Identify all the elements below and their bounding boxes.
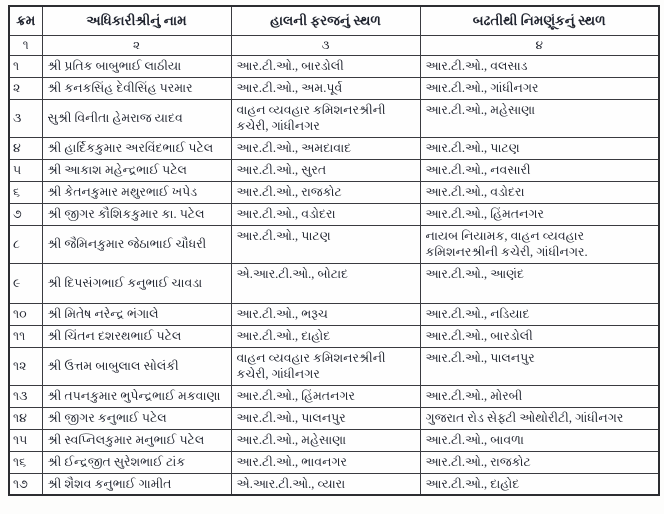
row-number-cell: ૪: [9, 137, 42, 159]
row-number-cell: ૭: [9, 203, 42, 225]
transfer-place-cell: આર.ટી.ઓ., મોરબી: [420, 385, 659, 407]
officer-name-cell: શ્રી તપનકુમાર ભુપેન્દ્રભાઈ મકવાણા: [42, 385, 231, 407]
table-row: [9, 203, 659, 225]
officer-name-cell: શ્રી શૈશવ કનુભાઈ ગામીત: [42, 473, 231, 495]
current-place-cell: એ.આર.ટી.ઓ., વ્યારા: [231, 473, 420, 495]
row-number-cell: ૧૧: [9, 325, 42, 347]
current-place-cell: એ.આર.ટી.ઓ., બોટાદ: [231, 263, 420, 303]
table-row: [9, 99, 659, 137]
current-place-cell: આર.ટી.ઓ., રાજકોટ: [231, 181, 420, 203]
row-number-cell: ૧૭: [9, 473, 42, 495]
table-row: [9, 473, 659, 495]
officer-name-cell: શ્રી ઈન્દ્રજીત સુરેશભાઈ ટાંક: [42, 451, 231, 473]
row-number-cell: ૮: [9, 225, 42, 263]
transfer-place-cell: આર.ટી.ઓ., પાલનપુર: [420, 347, 659, 385]
officer-name-cell: શ્રી કેતનકુમાર મથુરભાઈ ખપેડ: [42, 181, 231, 203]
officer-name-cell: શ્રી સ્વપ્નિલકુમાર મનુભાઈ પટેલ: [42, 429, 231, 451]
column-number-2: ૨: [42, 36, 231, 56]
current-place-cell: આર.ટી.ઓ., ભાવનગર: [231, 451, 420, 473]
column-header-serial: ક્રમ: [9, 6, 42, 36]
column-header-transfer-place: બઢતીથી નિમણૂંકનું સ્થળ: [420, 6, 659, 36]
table-header: [9, 6, 659, 55]
current-place-cell: આર.ટી.ઓ., સુરત: [231, 159, 420, 181]
table-row: [9, 225, 659, 263]
table-row: [9, 325, 659, 347]
row-number-cell: ૫: [9, 159, 42, 181]
row-number-cell: ૧૦: [9, 303, 42, 325]
current-place-cell: આર.ટી.ઓ., હિંમતનગર: [231, 385, 420, 407]
table-row: [9, 263, 659, 303]
table-row: [9, 407, 659, 429]
transfer-place-cell: આર.ટી.ઓ., બારડોલી: [420, 325, 659, 347]
row-number-cell: ૧૬: [9, 451, 42, 473]
transfer-place-cell: આર.ટી.ઓ., હિંમતનગર: [420, 203, 659, 225]
officer-name-cell: શ્રી દિપસંગભાઈ કનુભાઈ ચાવડા: [42, 263, 231, 303]
transfer-place-cell: આર.ટી.ઓ., રાજકોટ: [420, 451, 659, 473]
column-header-officer-name: અધિકારીશ્રીનું નામ: [42, 6, 231, 36]
row-number-cell: ૧૫: [9, 429, 42, 451]
transfer-place-cell: આર.ટી.ઓ., નડિયાદ: [420, 303, 659, 325]
table-row: [9, 429, 659, 451]
officer-name-cell: શ્રી ઉત્તમ બાબુલાલ સોલંકી: [42, 347, 231, 385]
officer-name-cell: શ્રી હાર્દિકકુમાર અરવિંદભાઈ પટેલ: [42, 137, 231, 159]
officer-name-cell: શ્રી જૈમિનકુમાર જેઠાભાઈ ચૌધરી: [42, 225, 231, 263]
table-row: [9, 303, 659, 325]
table-row: [9, 181, 659, 203]
current-place-cell: આર.ટી.ઓ., પાટણ: [231, 225, 420, 263]
row-number-cell: ૧૨: [9, 347, 42, 385]
row-number-cell: ૩: [9, 99, 42, 137]
table-row: [9, 385, 659, 407]
row-number-cell: ૨: [9, 77, 42, 99]
table-row: [9, 159, 659, 181]
column-number-row: [9, 36, 659, 56]
current-place-cell: આર.ટી.ઓ., અમ.પૂર્વ: [231, 77, 420, 99]
officer-name-cell: શ્રી પ્રતિક બાબુભાઈ લાઠીયા: [42, 55, 231, 77]
row-number-cell: ૧૩: [9, 385, 42, 407]
column-number-3: ૩: [231, 36, 420, 56]
current-place-cell: વાહન વ્યવહાર કમિશનરશ્રીની કચેરી, ગાંધીનગર: [231, 347, 420, 385]
officer-name-cell: શ્રી ચિંતન દશરથભાઈ પટેલ: [42, 325, 231, 347]
transfer-place-cell: ગુજરાત રોડ સેફ્ટી ઓથોરીટી, ગાંધીનગર: [420, 407, 659, 429]
column-header-current-place: હાલની ફરજનું સ્થળ: [231, 6, 420, 36]
officer-name-cell: શ્રી જીગર કનુભાઈ પટેલ: [42, 407, 231, 429]
transfer-place-cell: આર.ટી.ઓ., નવસારી: [420, 159, 659, 181]
officer-name-cell: સુશ્રી વિનીતા હેમરાજ યાદવ: [42, 99, 231, 137]
table-body: [9, 55, 659, 495]
table-row: [9, 347, 659, 385]
officer-name-cell: શ્રી કનકસિંહ દેવીસિંહ પરમાર: [42, 77, 231, 99]
transfer-place-cell: આર.ટી.ઓ., વલસાડ: [420, 55, 659, 77]
table-row: [9, 77, 659, 99]
current-place-cell: આર.ટી.ઓ., પાલનપુર: [231, 407, 420, 429]
transfer-table: [8, 5, 660, 496]
transfer-place-cell: આર.ટી.ઓ., ગાંધીનગર: [420, 77, 659, 99]
transfer-place-cell: આર.ટી.ઓ., પાટણ: [420, 137, 659, 159]
officer-name-cell: શ્રી આકાશ મહેન્દ્રભાઈ પટેલ: [42, 159, 231, 181]
table-row: [9, 137, 659, 159]
transfer-place-cell: આર.ટી.ઓ., દાહોદ: [420, 473, 659, 495]
transfer-place-cell: આર.ટી.ઓ., આણંદ: [420, 263, 659, 303]
row-number-cell: ૯: [9, 263, 42, 303]
table-row: [9, 55, 659, 77]
transfer-place-cell: આર.ટી.ઓ., વડોદરા: [420, 181, 659, 203]
column-number-4: ૪: [420, 36, 659, 56]
current-place-cell: આર.ટી.ઓ., મહેસાણા: [231, 429, 420, 451]
current-place-cell: આર.ટી.ઓ., બારડોલી: [231, 55, 420, 77]
column-number-1: ૧: [9, 36, 42, 56]
officer-name-cell: શ્રી મિતેષ નરેન્દ્ર ભંગાલે: [42, 303, 231, 325]
transfer-place-cell: આર.ટી.ઓ., મહેસાણા: [420, 99, 659, 137]
current-place-cell: આર.ટી.ઓ., વડોદરા: [231, 203, 420, 225]
current-place-cell: વાહન વ્યવહાર કમિશનરશ્રીની કચેરી, ગાંધીનગર: [231, 99, 420, 137]
current-place-cell: આર.ટી.ઓ., દાહોદ: [231, 325, 420, 347]
transfer-place-cell: નાયબ નિયામક, વાહન વ્યવહાર કમિશનરશ્રીની કચેરી, ગાંધીનગર.: [420, 225, 659, 263]
current-place-cell: આર.ટી.ઓ., ભરૂચ: [231, 303, 420, 325]
table-header-row: [9, 6, 659, 36]
transfer-place-cell: આર.ટી.ઓ., બાવળા: [420, 429, 659, 451]
table-row: [9, 451, 659, 473]
row-number-cell: ૧૪: [9, 407, 42, 429]
current-place-cell: આર.ટી.ઓ., અમદાવાદ: [231, 137, 420, 159]
officer-name-cell: શ્રી જીગર કૌશિકકુમાર કા. પટેલ: [42, 203, 231, 225]
row-number-cell: ૬: [9, 181, 42, 203]
row-number-cell: ૧: [9, 55, 42, 77]
